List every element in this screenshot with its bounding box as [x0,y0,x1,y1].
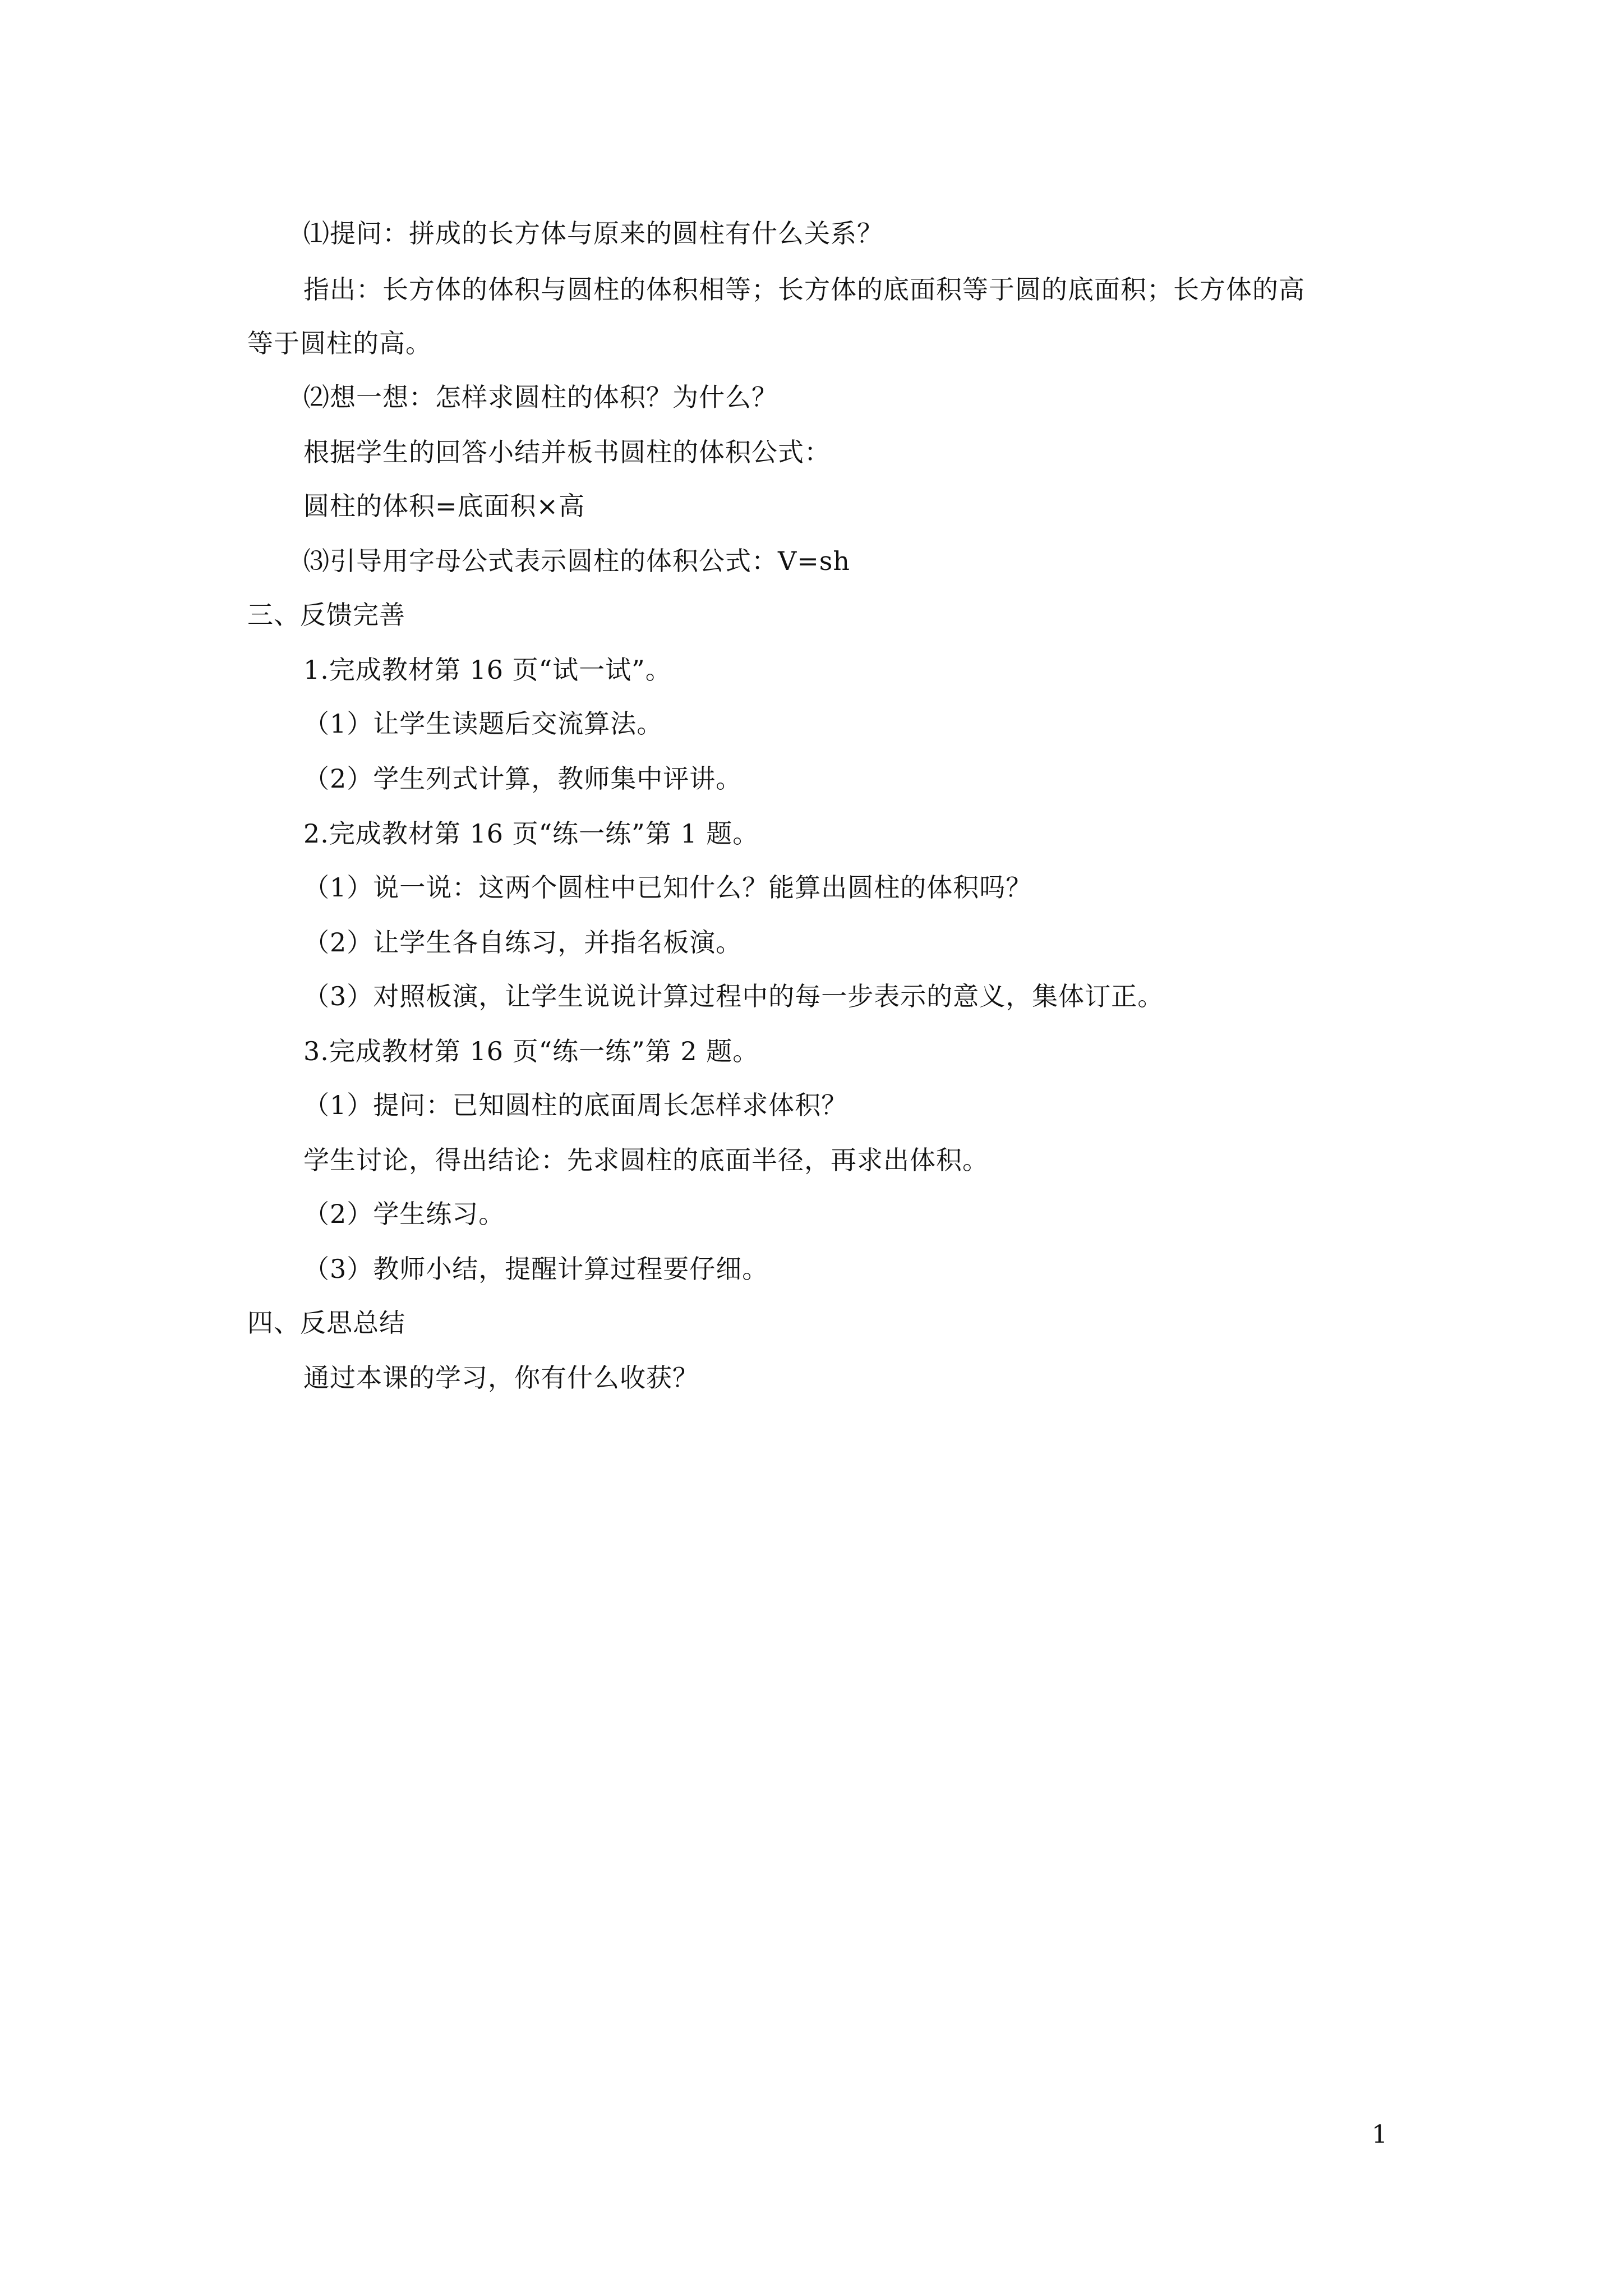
question-relationship: ⑴提问：拼成的长方体与原来的圆柱有什么关系？ [303,218,883,249]
volume-formula-letters: ⑶引导用字母公式表示圆柱的体积公式：V=sh [303,546,850,576]
explanation-line-2: 等于圆柱的高。 [247,328,432,358]
exercise-1-heading: 1.完成教材第 16 页“试一试”。 [303,655,672,685]
exercise-3-step-2: （2）学生练习。 [303,1199,505,1229]
page-number: 1 [1372,2120,1387,2149]
exercise-3-heading: 3.完成教材第 16 页“练一练”第 2 题。 [303,1036,759,1066]
summary-intro: 根据学生的回答小结并板书圆柱的体积公式： [303,437,831,467]
exercise-1-step-1: （1）让学生读题后交流算法。 [303,708,663,739]
exercise-3-discussion: 学生讨论，得出结论：先求圆柱的底面半径，再求出体积。 [303,1145,989,1175]
exercise-2-step-1: （1）说一说：这两个圆柱中已知什么？能算出圆柱的体积吗？ [303,872,1032,903]
exercise-2-step-3: （3）对照板演，让学生说说计算过程中的每一步表示的意义，集体订正。 [303,981,1164,1011]
volume-formula-words: 圆柱的体积=底面积×高 [303,491,585,521]
section-heading-reflection: 四、反思总结 [247,1308,405,1338]
exercise-3-step-1: （1）提问：已知圆柱的底面周长怎样求体积？ [303,1090,848,1120]
exercise-3-step-3: （3）教师小结，提醒计算过程要仔细。 [303,1254,769,1284]
think-question: ⑵想一想：怎样求圆柱的体积？为什么？ [303,382,778,412]
section-heading-feedback: 三、反馈完善 [247,600,405,630]
exercise-2-heading: 2.完成教材第 16 页“练一练”第 1 题。 [303,818,759,849]
exercise-1-step-2: （2）学生列式计算，教师集中评讲。 [303,763,743,794]
explanation-line-1: 指出：长方体的体积与圆柱的体积相等；长方体的底面积等于圆的底面积；长方体的高 [303,274,1305,305]
reflection-question: 通过本课的学习，你有什么收获？ [303,1363,699,1393]
exercise-2-step-2: （2）让学生各自练习，并指名板演。 [303,927,743,958]
